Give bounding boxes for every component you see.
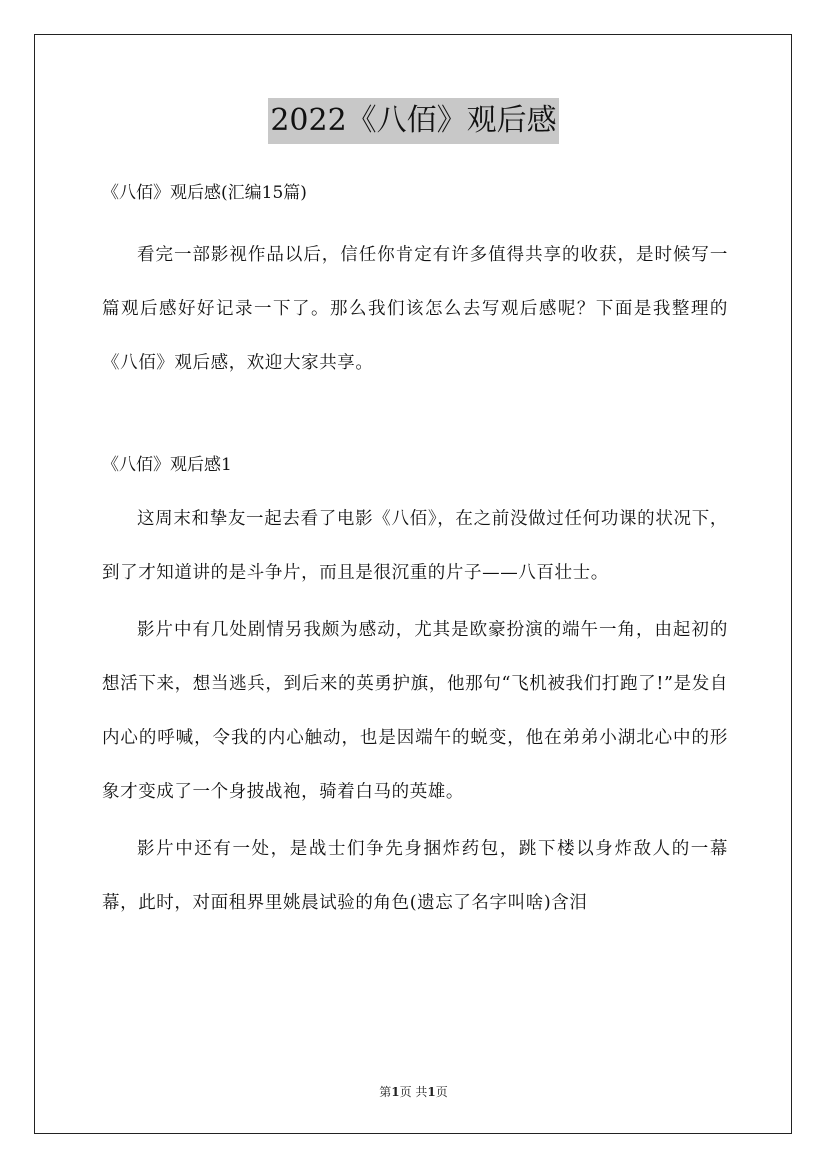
footer-prefix: 第 [379, 1085, 392, 1099]
title-container [0, 98, 827, 144]
document-subtitle: 《八佰》观后感(汇编15篇) [102, 183, 307, 203]
body-paragraph-3: 影片中还有一处，是战士们争先身捆炸药包，跳下楼以身炸敌人的一幕幕，此时，对面租界里姚晨试验的角色(遗忘了名字叫啥)含泪 [102, 839, 728, 913]
page-footer [0, 1083, 827, 1101]
footer-total-pages: 1 [427, 1085, 436, 1099]
footer-suffix: 页 [435, 1085, 448, 1099]
section-heading: 《八佰》观后感1 [102, 455, 232, 475]
document-body [102, 170, 728, 930]
footer-mid: 页 共 [399, 1085, 428, 1099]
intro-paragraph: 看完一部影视作品以后，信任你肯定有许多值得共享的收获，是时候写一篇观后感好好记录一下了。那么我们该怎么去写观后感呢？下面是我整理的《八佰》观后感，欢迎大家共享。 [102, 245, 728, 373]
body-paragraph-2: 影片中有几处剧情另我颇为感动，尤其是欧豪扮演的端午一角，由起初的想活下来，想当逃兵，到后来的英勇护旗，他那句“飞机被我们打跑了!”是发自内心的呼喊，令我的内心触动，也是因端午的蜕变，他在弟弟小湖北心中的形象才变成了一个身披战袍，骑着白马的英雄。 [102, 620, 728, 802]
body-paragraph-1: 这周末和挚友一起去看了电影《八佰》，在之前没做过任何功课的状况下，到了才知道讲的是斗争片，而且是很沉重的片子——八百壮士。 [102, 509, 728, 583]
document-title: 2022《八佰》观后感 [268, 98, 558, 144]
footer-page-number: 1 [391, 1085, 400, 1099]
